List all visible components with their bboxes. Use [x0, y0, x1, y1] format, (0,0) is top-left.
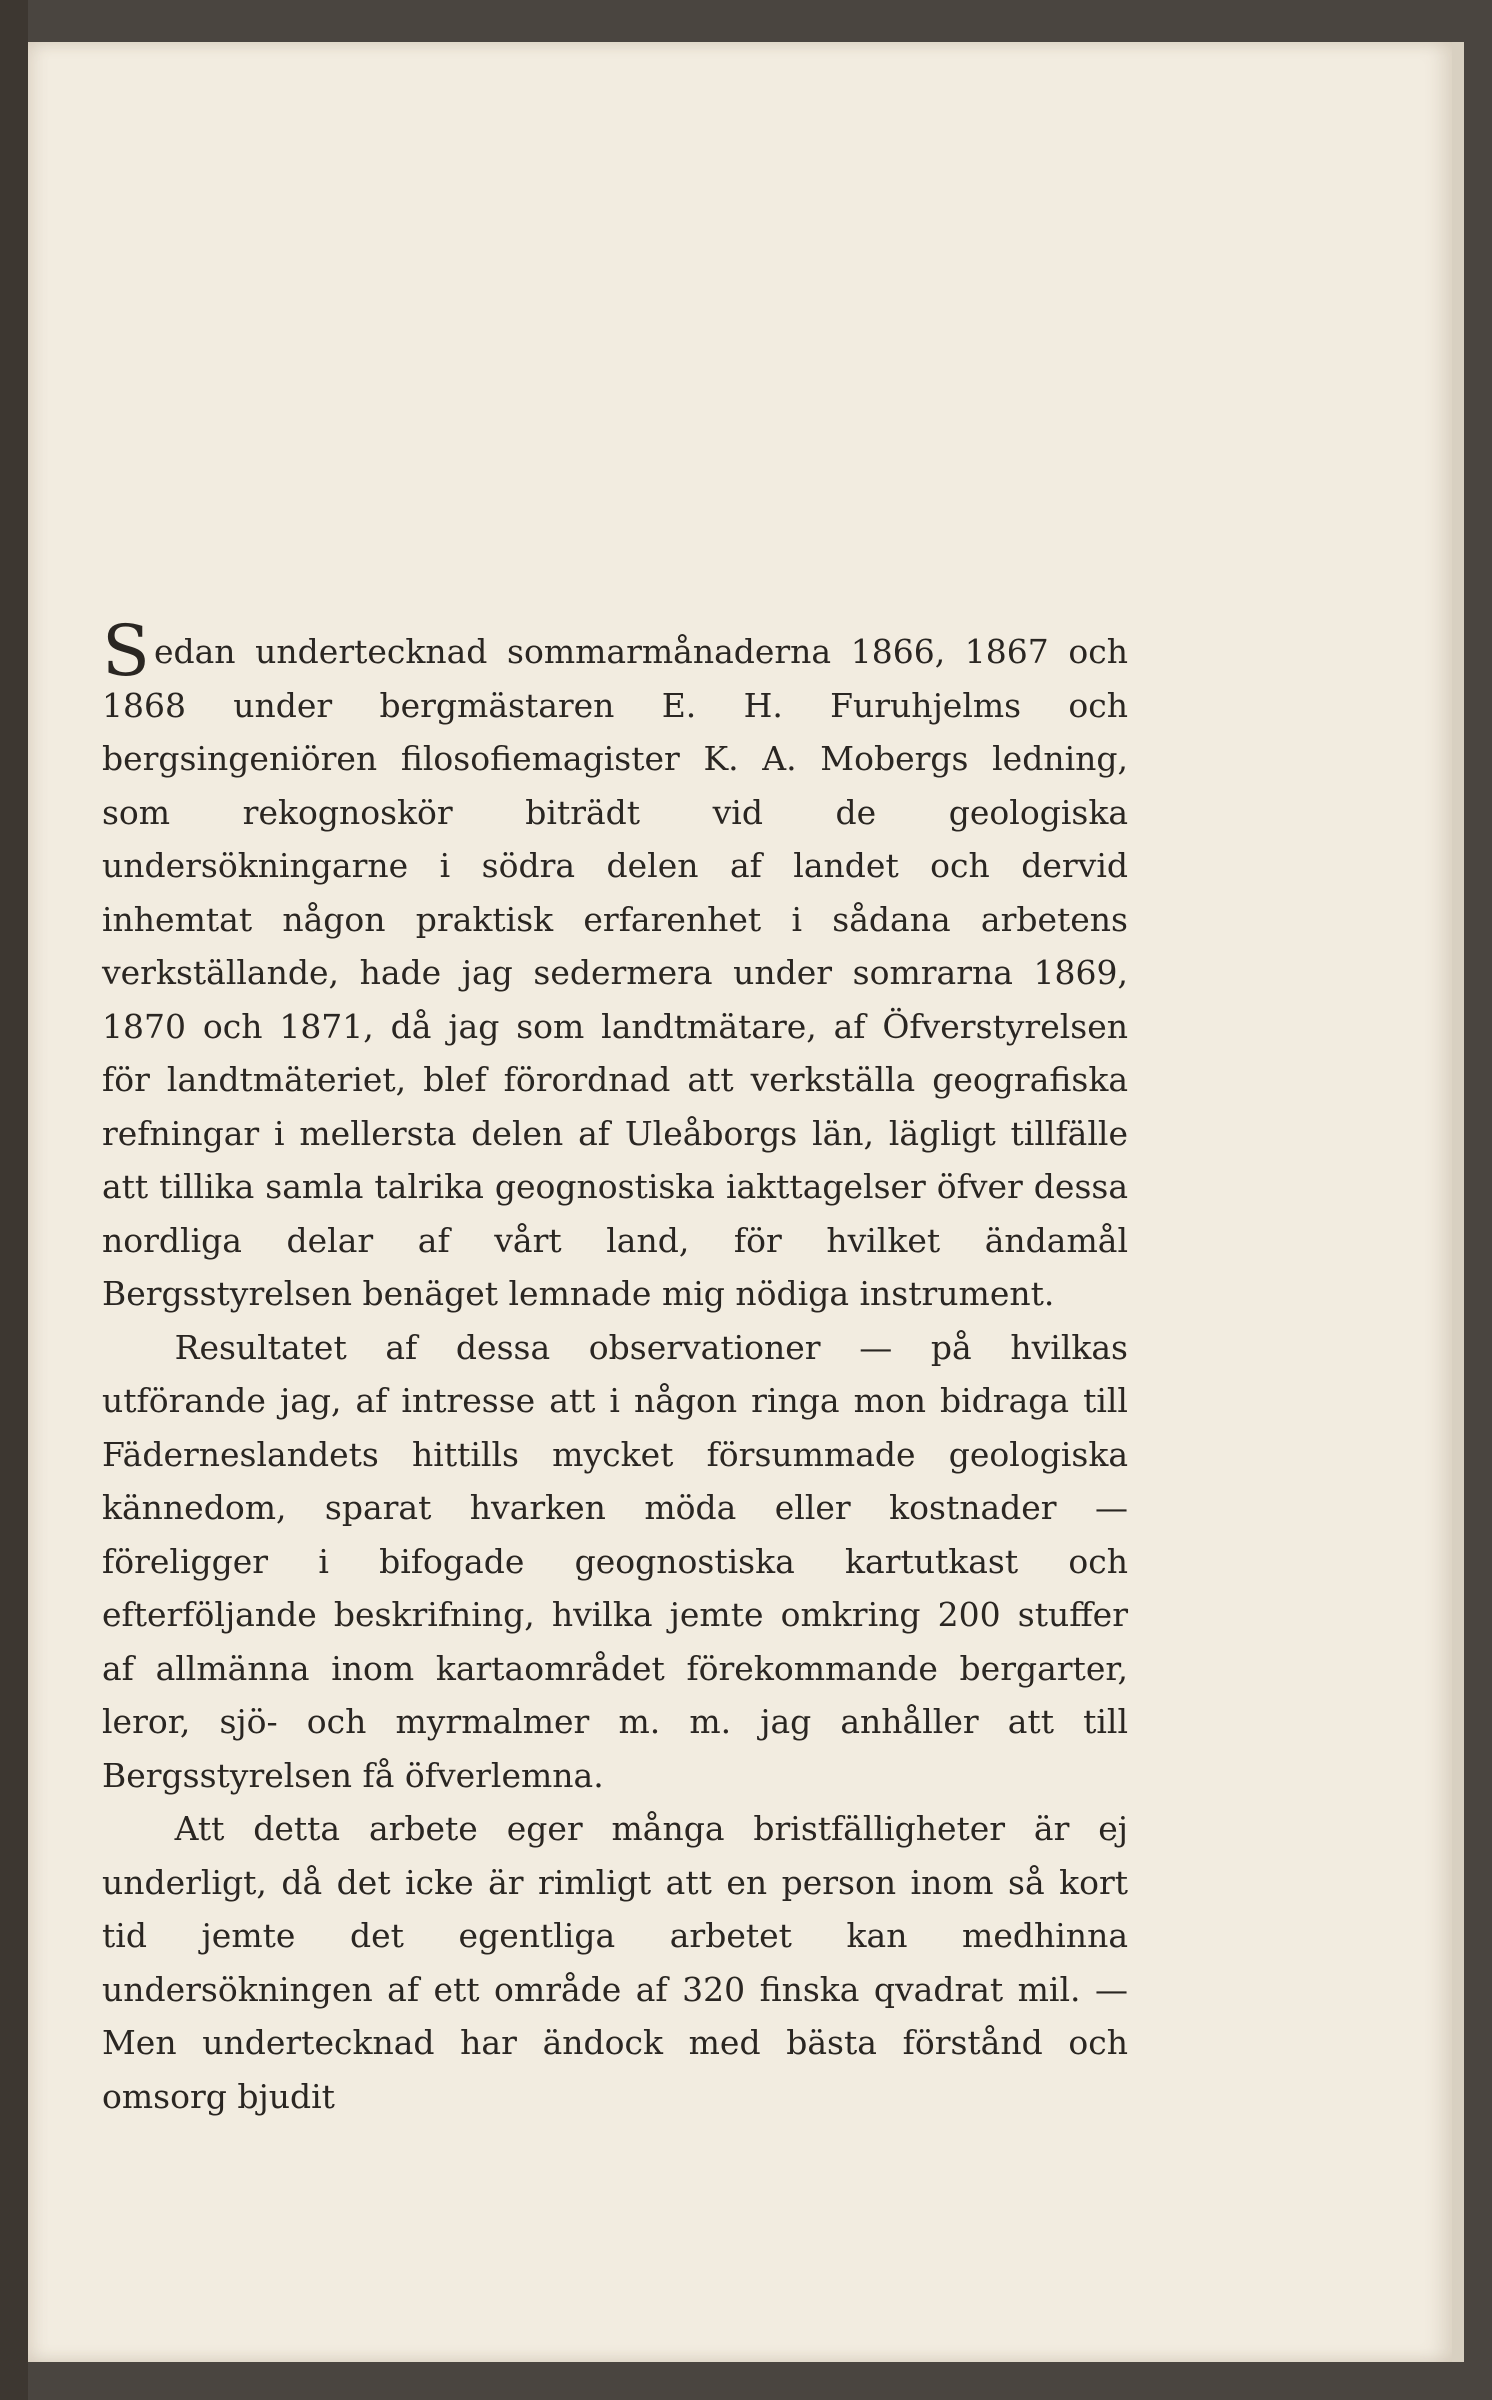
drop-cap: S — [102, 610, 150, 692]
paragraph-2: Resultatet af dessa observationer — på hvilkas utförande jag, af intresse att i någon ringa mon bidraga till Fäderneslandets hittills mycket försummade geologiska kännedom, sparat hvarken möda eller kostnader — föreligger i bifogade geognostiska kartutkast och efterföljande beskrifning, hvilka jemte omkring 200 stuffer af allmänna inom kartaområdet förekommande bergarter, leror, sjö- och myrmalmer m. m. jag anhåller att till Bergsstyrelsen få öfverlemna. — [102, 1327, 1128, 1795]
body-text — [102, 610, 1128, 2123]
paragraph-1 — [102, 610, 1128, 1321]
page-edge — [1452, 42, 1464, 2362]
paragraph-3: Att detta arbete eger många bristfälligheter är ej underligt, då det icke är rimligt att en person inom så kort tid jemte det egentliga arbetet kan medhinna undersökningen af ett område af 320 finska qvadrat mil. — Men undertecknad har ändock med bästa förstånd och omsorg bjudit — [102, 1809, 1128, 2116]
book-spine-edge — [0, 0, 28, 2400]
paragraph-1-text: edan undertecknad sommarmånaderna 1866, 1867 och 1868 under bergmästaren E. H. Furuhjelms och bergsingeniören filosofiemagister K. A. Mobergs ledning, som rekognoskör biträdt vid de geologiska undersökningarne i södra delen af landet och dervid inhemtat någon praktisk erfarenhet i sådana arbetens verkställande, hade jag sedermera under somrarna 1869, 1870 och 1871, då jag som landtmätare, af Öfverstyrelsen för landtmäteriet, blef förordnad att verkställa geografiska refningar i mellersta delen af Uleåborgs län, lägligt tillfälle att tillika samla talrika geognostiska iakttagelser öfver dessa nordliga delar af vårt land, för hvilket ändamål Bergsstyrelsen benäget lemnade mig nödiga instrument. — [102, 632, 1128, 1313]
